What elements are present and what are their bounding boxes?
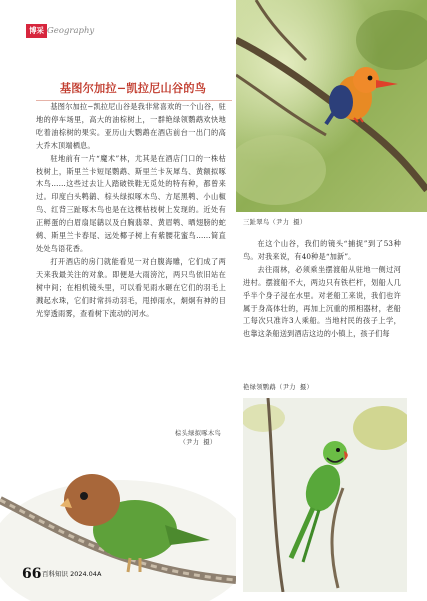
- kingfisher-caption: 三趾翠鸟（尹力 摄）: [243, 219, 307, 226]
- paragraph: 基图尔加拉−凯拉尼山谷是我非常喜欢的一个山谷，驻地的停车场里，高大的油棕树上，一群艳绿领鹦鹉欢快地吃着油棕树的果实。亚历山大鹦鹉在酒店前台一出门的高大乔木顶端栖息。: [36, 102, 226, 150]
- barbet-caption-line2: （尹力 摄）: [179, 439, 217, 446]
- barbet-caption-line1: 棕头绿拟啄木鸟: [174, 430, 222, 437]
- barbet-caption: [160, 429, 236, 447]
- parakeet-photo: [243, 398, 407, 592]
- section-name: Geography: [47, 26, 95, 36]
- kingfisher-photo: [236, 0, 427, 212]
- article-title: 基图尔加拉−凯拉尼山谷的鸟: [59, 81, 207, 95]
- folio: 百科知识 2024.04A: [42, 570, 102, 578]
- paragraph: 去往雨林，必须乘坐摆渡船从驻地一侧过河进村。摆渡船不大，两边只有铁栏杆，划船人几乎半个身子浸在水里。对老船工来说，我们也许属于身高体壮的，再加上沉重的照相器材，老船工每次只准许3人乘船。当地村民的孩子上学，也靠这条船送到酒店这边的小镇上，孩子们每: [243, 264, 401, 339]
- article-column-1: [36, 101, 226, 320]
- article-column-2: [243, 238, 401, 341]
- paragraph: 打开酒店的房门就能看见一对白腹海雕，它们成了两天来我最关注的对象。即便是大雨滂沱，两只鸟依旧站在树中间；在相机镜头里，可以看见雨水砸在它们的羽毛上溅起水珠，它们时常抖动羽毛，甩掉雨水，炯炯有神的目光穿透雨雾，查看树下流动的河水。: [36, 256, 226, 318]
- paragraph: 驻地前有一片“魔术”林，尤其是在酒店门口的一株枯枝树上，斯里兰卡短尾鹦鹉、斯里兰卡灰犀鸟、黄额拟啄木鸟……这些过去让人踏破铁鞋无觅处的特有种，都曾来过。印度白头鹎鹟、棕头绿拟啄木鸟、方尾黑鹎、小山椒鸟、红背三趾啄木鸟也是在这棵枯枝树上发现的。近处有正孵蛋的白眉扇尾鹟以及白胸翡翠、黄眉鹎、晒翅膀的蛇鹈、斯里兰卡春尾、远处椰子树上有紫腰花蜜鸟……简直处处鸟语花香。: [36, 153, 226, 253]
- section-tag: 博采: [26, 24, 47, 38]
- page-number: 66: [22, 566, 42, 582]
- parakeet-caption: 艳绿领鹦鹉（尹力 摄）: [243, 384, 314, 391]
- paragraph: 在这个山谷，我们的镜头“捕捉”到了53种鸟。对我来说，有40种是“加新”。: [243, 239, 401, 261]
